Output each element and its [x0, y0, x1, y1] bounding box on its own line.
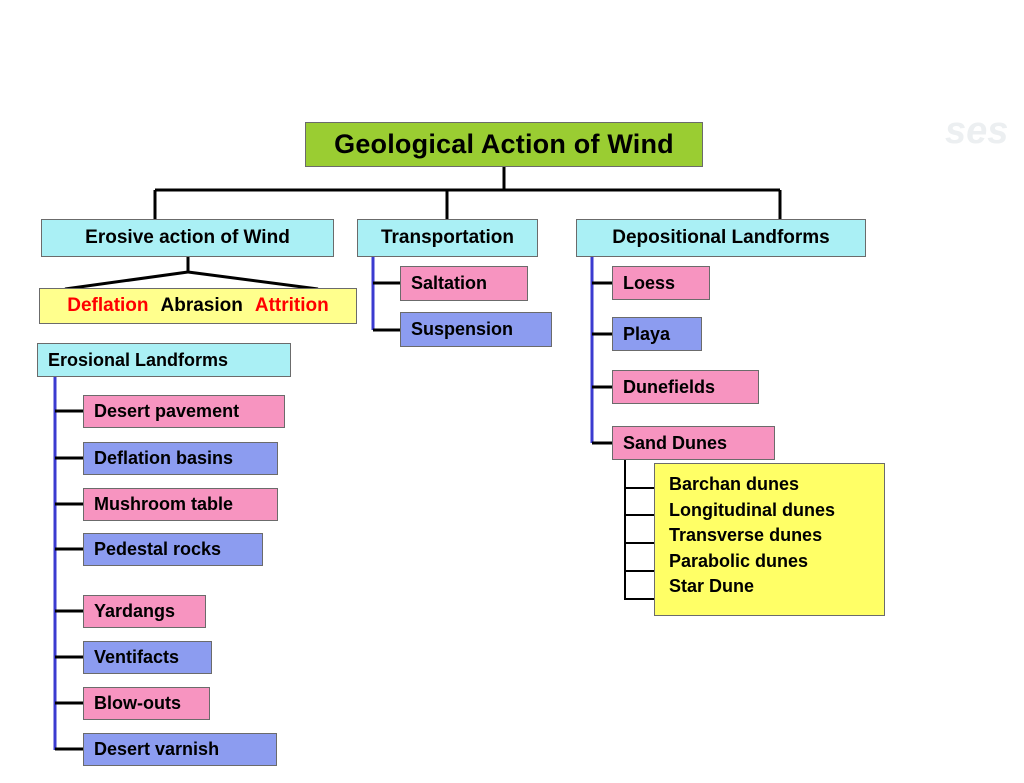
depositional-item-playa: Playa: [612, 317, 702, 351]
dune-type-star: Star Dune: [669, 576, 755, 597]
dune-type-longitudinal: Longitudinal dunes: [669, 499, 835, 520]
branch-erosive-action: Erosive action of Wind: [41, 219, 334, 257]
depositional-item-sand-dunes: Sand Dunes: [612, 426, 775, 460]
erosional-item-desert-varnish: Desert varnish: [83, 733, 277, 766]
erosional-item-pedestal-rocks: Pedestal rocks: [83, 533, 263, 566]
erosional-item-yardangs: Yardangs: [83, 595, 206, 628]
erosional-item-deflation-basins: Deflation basins: [83, 442, 278, 475]
depositional-item-loess: Loess: [612, 266, 710, 300]
erosional-item-mushroom-table: Mushroom table: [83, 488, 278, 521]
branch-depositional-landforms: Depositional Landforms: [576, 219, 866, 257]
erosive-processes-box: [39, 288, 357, 324]
diagram-title: Geological Action of Wind: [305, 122, 703, 167]
process-abrasion: Abrasion: [160, 295, 243, 316]
dune-type-parabolic: Parabolic dunes: [669, 550, 809, 571]
dune-types-box: [654, 463, 885, 616]
transportation-item-saltation: Saltation: [400, 266, 528, 301]
process-deflation: Deflation: [67, 295, 149, 316]
process-attrition: Attrition: [254, 295, 329, 316]
erosional-item-ventifacts: Ventifacts: [83, 641, 212, 674]
transportation-item-suspension: Suspension: [400, 312, 552, 347]
dune-type-barchan: Barchan dunes: [669, 474, 800, 494]
erosional-landforms-header: Erosional Landforms: [37, 343, 291, 377]
erosional-item-blow-outs: Blow-outs: [83, 687, 210, 720]
erosional-item-desert-pavement: Desert pavement: [83, 395, 285, 428]
dune-type-transverse: Transverse dunes: [669, 525, 823, 546]
branch-transportation: Transportation: [357, 219, 538, 257]
depositional-item-dunefields: Dunefields: [612, 370, 759, 404]
watermark-text: ses: [945, 110, 1009, 152]
